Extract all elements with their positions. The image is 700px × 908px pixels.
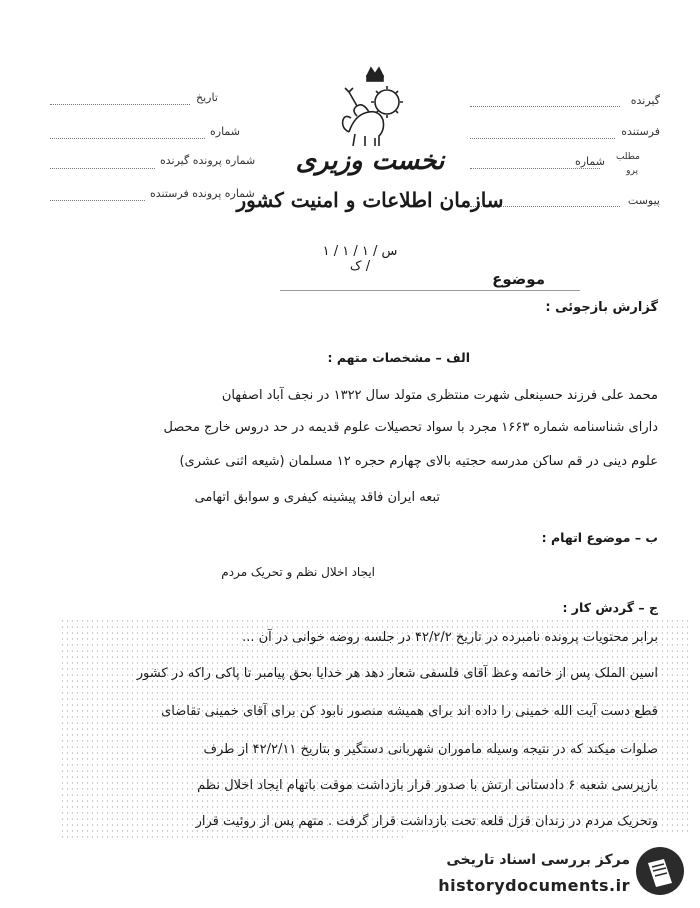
recipient-file-label: شماره پرونده گیرنده [160,154,256,167]
section-c-line-4: صلوات میکند که در نتیجه وسیله ماموران شهربانی دستگیر و بتاریخ ۴۲/۲/۱۱ از طرف [203,742,658,757]
section-c-line-3: قطع دست آیت الله خمینی را داده اند برای همیشه منصور نابود کن برای آقای خمینی تقاضای [161,704,658,719]
sender-label: فرستنده [621,125,660,138]
recipient-label: گیرنده [630,94,660,107]
ref-label: مطلب [615,152,640,162]
lion-and-sun-emblem-icon [335,62,415,152]
section-a-line-3: علوم دینی در قم ساکن مدرسه حجتیه بالای چهارم حجره ۱۲ مسلمان (شیعه اثنی عشری) [179,454,658,469]
watermark-site: historydocuments.ir [438,876,630,895]
section-a-line-4: تبعه ایران فاقد پیشینه کیفری و سوابق اتهامی [194,490,440,505]
section-c-line-6: وتحریک مردم در زندان قزل قلعه تحت بازداشت قرار گرفت . متهم پس از روئیت قرار [195,814,658,829]
subject-label: موضوع [492,270,545,288]
number-dotted-line [50,138,205,139]
ministry-title: نخست وزیری [295,146,445,176]
section-c-line-5: بازپرسی شعبه ۶ دادستانی ارتش با صدور قرار بازداشت موقت باتهام ایجاد اخلال نظم [197,778,658,793]
section-c-line-1: برابر محتویات پرونده نامبرده در تاریخ ۴۲/۲/۲ در جلسه روضه خوانی در آن ... [242,630,658,645]
date-label: تاریخ [196,91,218,104]
watermark-title: مرکز بررسی اسناد تاریخی [446,852,630,868]
section-b-text: ایجاد اخلال نظم و تحریک مردم [221,565,375,579]
sender-dotted-line [470,138,615,139]
document-code: س / ۱ / ۱ / ۱ / ک [322,244,398,274]
sender-file-dotted-line [50,200,145,201]
section-c-title: ج – گردش کار : [562,600,658,615]
section-b-title: ب – موضوع اتهام : [541,530,658,545]
subject-underline [280,290,580,291]
date-dotted-line [50,104,190,105]
recipient-file-dotted-line [50,168,155,169]
subject-value: گزارش بازجوئی : [545,300,658,315]
sender-file-label: شماره پرونده فرستنده [150,187,255,200]
archive-logo-icon [634,845,686,897]
section-a-line-2: دارای شناسنامه شماره ۱۶۶۳ مجرد با سواد تحصیلات علوم قدیمه در حد دروس خارج محصل [163,420,658,435]
number-label: شماره [210,125,241,138]
section-a-line-1: محمد علی فرزند حسینعلی شهرت منتظری متولد سال ۱۳۲۲ در نجف آباد اصفهان [221,388,658,403]
attachment-label: پیوست [627,194,660,207]
section-c-line-2: اسین الملک پس از خاتمه وعظ آقای فلسفی شعار دهد هر خدایا بحق پیامبر تا پاکی راکه در کشور [136,666,658,681]
organization-title: سازمان اطلاعات و امنیت کشور [236,188,504,212]
number-right-label: شماره [574,155,605,168]
number-right-dotted-line [470,168,600,169]
file-label: پرو [626,166,638,176]
section-a-title: الف – مشخصات متهم : [327,350,470,365]
scan-noise-overlay [60,618,690,838]
recipient-dotted-line [470,106,620,107]
